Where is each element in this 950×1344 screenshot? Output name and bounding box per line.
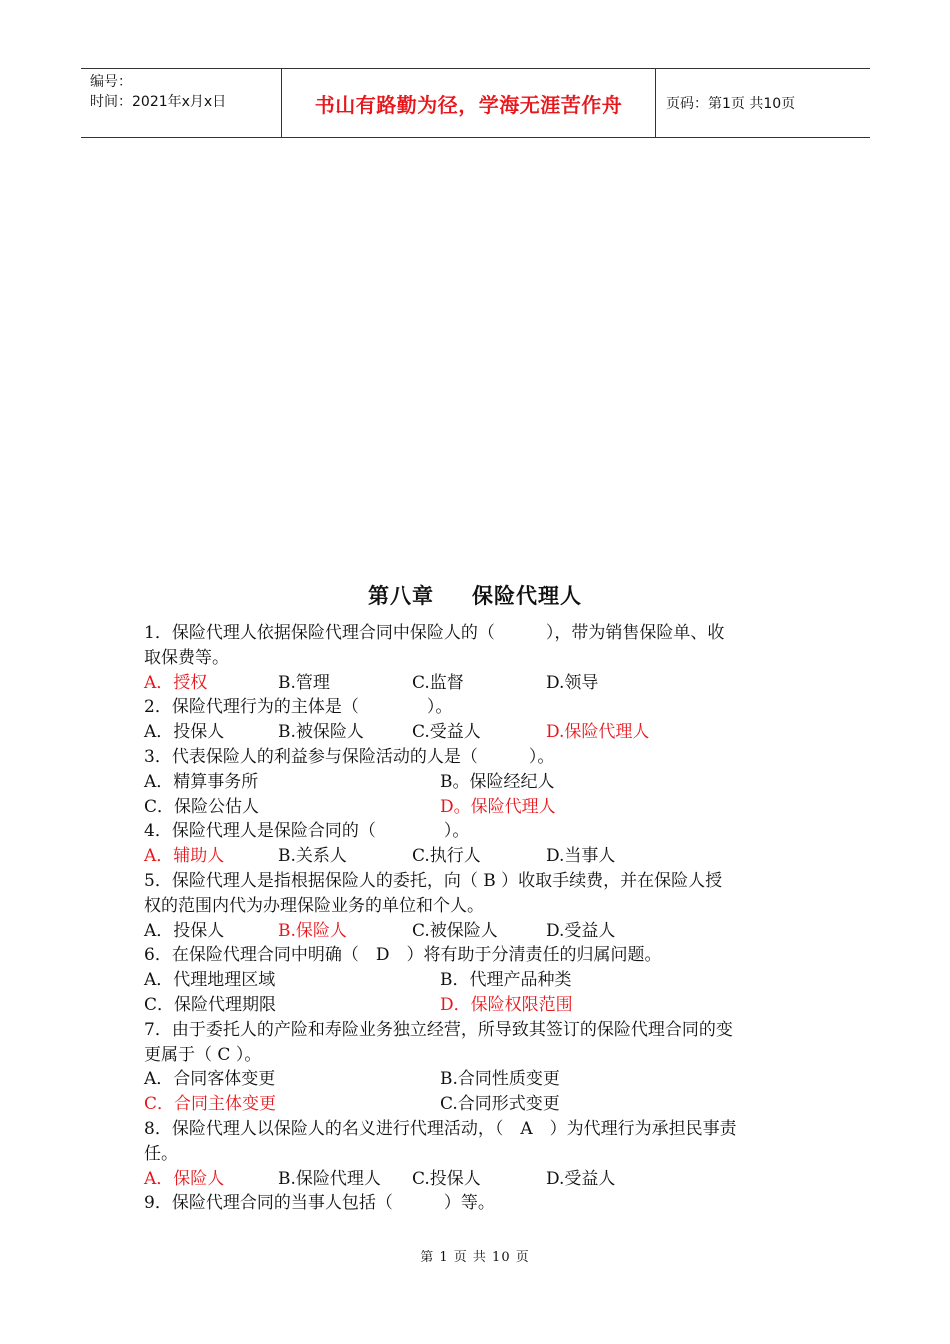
option: C．保险公估人: [144, 796, 260, 817]
option-answer: D.保险代理人: [546, 722, 650, 743]
option: D.受益人: [546, 920, 616, 941]
question-text: 取保费等。: [144, 647, 229, 668]
option-row: [144, 919, 809, 944]
time-label: 时间：2021年x月x日: [90, 94, 227, 110]
option-answer: A．授权: [144, 672, 208, 693]
option-row: [144, 770, 809, 795]
option-row: [144, 1092, 809, 1117]
header-motto: 书山有路勤为径，学海无涯苦作舟: [282, 69, 656, 137]
question-text: 4．保险代理人是保险合同的（ ）。: [144, 821, 470, 842]
option: B.合同性质变更: [440, 1069, 560, 1090]
chapter-name: 保险代理人: [472, 584, 582, 608]
option: B.保险代理人: [278, 1168, 381, 1189]
option-answer: B.保险人: [278, 920, 347, 941]
option: C．保险代理期限: [144, 994, 277, 1015]
question-text: 8．保险代理人以保险人的名义进行代理活动，（ A ）为代理行为承担民事责: [144, 1118, 737, 1139]
option-row: [144, 720, 809, 745]
option: C.被保险人: [412, 920, 498, 941]
chapter-title: [0, 580, 950, 610]
question-text: 5．保险代理人是指根据保险人的委托，向（ B ）收取手续费，并在保险人授: [144, 870, 723, 891]
question-list: [144, 621, 809, 1216]
question-text: 2．保险代理行为的主体是（ ）。: [144, 697, 453, 718]
question-text: 任。: [144, 1143, 178, 1164]
question-text: 权的范围内代为办理保险业务的单位和个人。: [144, 895, 484, 916]
option-answer: A．保险人: [144, 1168, 225, 1189]
page-header: [81, 68, 870, 138]
option: D.当事人: [546, 846, 616, 867]
question-text: 3．代表保险人的利益参与保险活动的人是（ ）。: [144, 746, 555, 767]
option: A．投保人: [144, 920, 225, 941]
option: C.执行人: [412, 846, 481, 867]
option: B．代理产品种类: [440, 970, 572, 991]
option-answer: D。保险代理人: [440, 796, 556, 817]
option: A．合同客体变更: [144, 1069, 276, 1090]
option-row: [144, 1167, 809, 1192]
page-footer: 第 1 页 共 10 页: [420, 1250, 530, 1265]
number-label: 编号：: [90, 74, 132, 90]
option-row: [144, 844, 809, 869]
question-text: 更属于（ C ）。: [144, 1044, 262, 1065]
option-row: [144, 1067, 809, 1092]
option-row: [144, 968, 809, 993]
option: C.受益人: [412, 722, 481, 743]
question-text: 7．由于委托人的产险和寿险业务独立经营，所导致其签订的保险代理合同的变: [144, 1019, 733, 1040]
question-text: 6．在保险代理合同中明确（ D ）将有助于分清责任的归属问题。: [144, 945, 662, 966]
option-row: [144, 993, 809, 1018]
option: D.领导: [546, 672, 599, 693]
option: C.合同形式变更: [440, 1094, 560, 1115]
option: B。保险经纪人: [440, 771, 555, 792]
option-answer: A．辅助人: [144, 846, 225, 867]
option: C.监督: [412, 672, 464, 693]
option: A．投保人: [144, 722, 225, 743]
option-answer: C．合同主体变更: [144, 1094, 277, 1115]
question-text: 1．保险代理人依据保险代理合同中保险人的（ ），带为销售保险单、收: [144, 623, 725, 643]
option: C.投保人: [412, 1168, 481, 1189]
header-meta: [81, 69, 282, 137]
chapter-number: 第八章: [368, 584, 434, 608]
header-page-info: 页码：第1页 共10页: [666, 96, 796, 112]
option: A．精算事务所: [144, 771, 259, 792]
option-row: [144, 671, 809, 696]
option: B.被保险人: [278, 722, 364, 743]
question-text: 9．保险代理合同的当事人包括（ ）等。: [144, 1193, 495, 1214]
option: B.管理: [278, 672, 330, 693]
option-answer: D．保险权限范围: [440, 994, 573, 1015]
option: A．代理地理区域: [144, 970, 276, 991]
option-row: [144, 795, 809, 820]
option: B.关系人: [278, 846, 347, 867]
option: D.受益人: [546, 1168, 616, 1189]
